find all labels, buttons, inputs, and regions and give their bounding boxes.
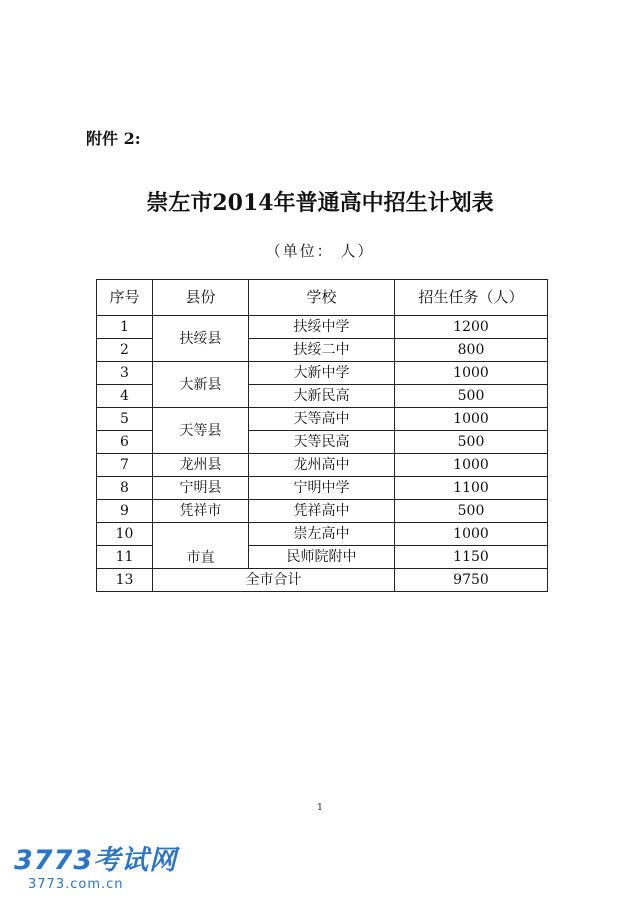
row-quota: 1000 <box>395 362 548 385</box>
row-no: 1 <box>97 316 153 339</box>
table-row <box>97 523 548 546</box>
row-no: 11 <box>97 546 153 569</box>
row-no: 8 <box>97 477 153 500</box>
row-no: 10 <box>97 523 153 546</box>
row-no: 2 <box>97 339 153 362</box>
row-school: 大新中学 <box>249 362 395 385</box>
row-county: 宁明县 <box>153 477 249 500</box>
header-quota: 招生任务（人） <box>395 280 548 316</box>
row-county: 大新县 <box>153 362 249 408</box>
table-row <box>97 408 548 431</box>
row-school: 扶绥中学 <box>249 316 395 339</box>
row-quota: 1000 <box>395 408 548 431</box>
row-no: 5 <box>97 408 153 431</box>
row-school: 龙州高中 <box>249 454 395 477</box>
page-number: 1 <box>317 803 323 813</box>
total-label: 全市合计 <box>153 569 395 592</box>
row-no: 9 <box>97 500 153 523</box>
page-title: 崇左市2014年普通高中招生计划表 <box>146 190 494 216</box>
row-quota: 1150 <box>395 546 548 569</box>
enrollment-plan-table <box>96 279 548 592</box>
row-school: 扶绥二中 <box>249 339 395 362</box>
row-quota: 1100 <box>395 477 548 500</box>
table-row <box>97 454 548 477</box>
watermark-logo <box>14 838 177 892</box>
row-no: 7 <box>97 454 153 477</box>
header-no: 序号 <box>97 280 153 316</box>
row-school: 大新民高 <box>249 385 395 408</box>
row-school: 凭祥高中 <box>249 500 395 523</box>
row-school: 天等高中 <box>249 408 395 431</box>
row-school: 宁明中学 <box>249 477 395 500</box>
total-no: 13 <box>97 569 153 592</box>
row-quota: 500 <box>395 385 548 408</box>
row-quota: 1000 <box>395 454 548 477</box>
row-quota: 1000 <box>395 523 548 546</box>
row-county: 天等县 <box>153 408 249 454</box>
row-quota: 800 <box>395 339 548 362</box>
total-quota: 9750 <box>395 569 548 592</box>
row-school: 崇左高中 <box>249 523 395 546</box>
row-no: 6 <box>97 431 153 454</box>
unit-note: （单位： 人） <box>265 242 375 260</box>
row-no: 3 <box>97 362 153 385</box>
table-row <box>97 477 548 500</box>
row-county: 市直 <box>153 523 249 569</box>
row-quota: 500 <box>395 431 548 454</box>
table-row <box>97 316 548 339</box>
table-row <box>97 500 548 523</box>
row-no: 4 <box>97 385 153 408</box>
row-quota: 1200 <box>395 316 548 339</box>
total-row <box>97 569 548 592</box>
header-county: 县份 <box>153 280 249 316</box>
watermark-url: 3773.com.cn <box>28 877 124 892</box>
row-quota: 500 <box>395 500 548 523</box>
table-header-row <box>97 280 548 316</box>
table-row <box>97 362 548 385</box>
attachment-label: 附件 2: <box>86 129 141 148</box>
row-county: 龙州县 <box>153 454 249 477</box>
row-school: 天等民高 <box>249 431 395 454</box>
watermark-brand: 3773考试网 <box>14 845 178 876</box>
row-county: 凭祥市 <box>153 500 249 523</box>
row-county: 扶绥县 <box>153 316 249 362</box>
row-school: 民师院附中 <box>249 546 395 569</box>
header-school: 学校 <box>249 280 395 316</box>
